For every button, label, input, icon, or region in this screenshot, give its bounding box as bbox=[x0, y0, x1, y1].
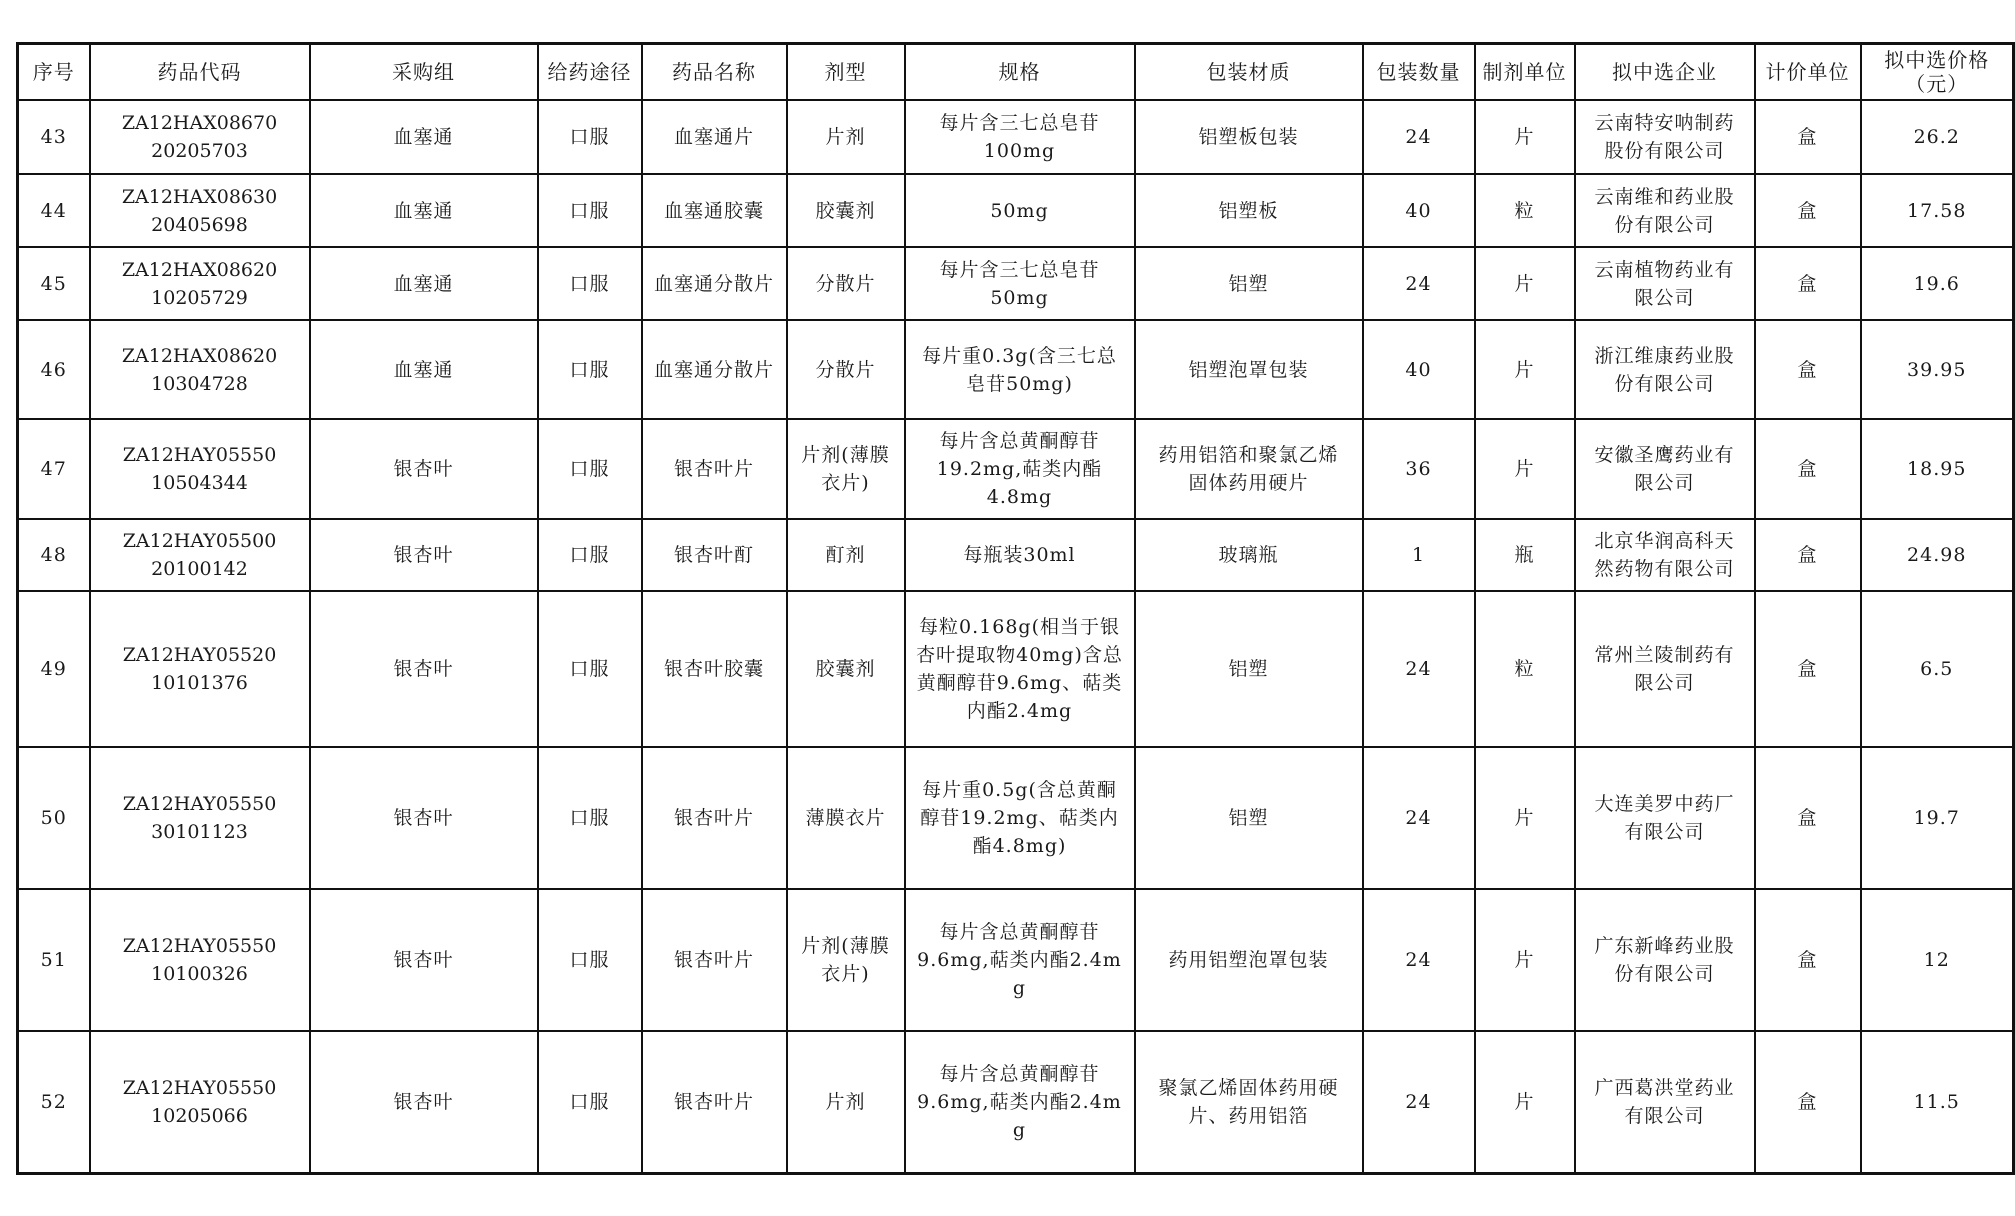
cell-route: 口服 bbox=[538, 1031, 642, 1173]
cell-company: 广东新峰药业股 份有限公司 bbox=[1575, 889, 1755, 1031]
cell-unit: 粒 bbox=[1475, 174, 1575, 247]
cell-group: 血塞通 bbox=[310, 174, 538, 247]
table-row bbox=[18, 591, 2014, 747]
table-row bbox=[18, 419, 2014, 519]
cell-price: 26.2 bbox=[1861, 100, 2014, 174]
cell-company: 大连美罗中药厂 有限公司 bbox=[1575, 747, 1755, 889]
cell-spec: 每片含总黄酮醇苷 19.2mg,萜类内酯 4.8mg bbox=[905, 419, 1135, 519]
cell-qty: 1 bbox=[1363, 519, 1475, 591]
cell-unit: 粒 bbox=[1475, 591, 1575, 747]
cell-route: 口服 bbox=[538, 591, 642, 747]
table-row bbox=[18, 247, 2014, 320]
cell-no: 50 bbox=[18, 747, 90, 889]
procurement-table-page bbox=[16, 42, 1990, 1175]
cell-form: 片剂 bbox=[787, 100, 905, 174]
cell-route: 口服 bbox=[538, 889, 642, 1031]
cell-group: 银杏叶 bbox=[310, 1031, 538, 1173]
table-header-row bbox=[18, 44, 2014, 101]
cell-name: 银杏叶片 bbox=[642, 419, 787, 519]
cell-form: 分散片 bbox=[787, 320, 905, 419]
cell-no: 51 bbox=[18, 889, 90, 1031]
table-row bbox=[18, 889, 2014, 1031]
cell-price-unit: 盒 bbox=[1755, 419, 1861, 519]
cell-price: 6.5 bbox=[1861, 591, 2014, 747]
cell-no: 45 bbox=[18, 247, 90, 320]
cell-price: 19.7 bbox=[1861, 747, 2014, 889]
header-procurement-group: 采购组 bbox=[310, 44, 538, 101]
table-row bbox=[18, 519, 2014, 591]
drug-procurement-table bbox=[16, 42, 2015, 1175]
cell-price: 17.58 bbox=[1861, 174, 2014, 247]
cell-price-unit: 盒 bbox=[1755, 100, 1861, 174]
cell-price: 18.95 bbox=[1861, 419, 2014, 519]
cell-spec: 每片重0.3g(含三七总 皂苷50mg) bbox=[905, 320, 1135, 419]
header-spec: 规格 bbox=[905, 44, 1135, 101]
cell-group: 银杏叶 bbox=[310, 889, 538, 1031]
cell-code: ZA12HAX08670 20205703 bbox=[90, 100, 310, 174]
header-packaging-material: 包装材质 bbox=[1135, 44, 1363, 101]
header-drug-name: 药品名称 bbox=[642, 44, 787, 101]
cell-route: 口服 bbox=[538, 100, 642, 174]
cell-unit: 片 bbox=[1475, 419, 1575, 519]
header-dosage-form: 剂型 bbox=[787, 44, 905, 101]
header-unit: 制剂单位 bbox=[1475, 44, 1575, 101]
cell-form: 胶囊剂 bbox=[787, 174, 905, 247]
cell-company: 广西葛洪堂药业 有限公司 bbox=[1575, 1031, 1755, 1173]
cell-company: 云南植物药业有 限公司 bbox=[1575, 247, 1755, 320]
cell-code: ZA12HAX08620 10304728 bbox=[90, 320, 310, 419]
cell-code: ZA12HAY05520 10101376 bbox=[90, 591, 310, 747]
cell-group: 银杏叶 bbox=[310, 591, 538, 747]
cell-qty: 24 bbox=[1363, 889, 1475, 1031]
cell-unit: 瓶 bbox=[1475, 519, 1575, 591]
cell-form: 分散片 bbox=[787, 247, 905, 320]
cell-price-unit: 盒 bbox=[1755, 519, 1861, 591]
cell-price-unit: 盒 bbox=[1755, 591, 1861, 747]
cell-name: 血塞通分散片 bbox=[642, 320, 787, 419]
cell-name: 银杏叶片 bbox=[642, 1031, 787, 1173]
table-row bbox=[18, 1031, 2014, 1173]
cell-price: 19.6 bbox=[1861, 247, 2014, 320]
cell-pack: 铝塑 bbox=[1135, 247, 1363, 320]
cell-name: 血塞通片 bbox=[642, 100, 787, 174]
cell-qty: 24 bbox=[1363, 747, 1475, 889]
cell-qty: 24 bbox=[1363, 100, 1475, 174]
header-price: 拟中选价格 （元） bbox=[1861, 44, 2014, 101]
cell-form: 酊剂 bbox=[787, 519, 905, 591]
cell-company: 云南特安呐制药 股份有限公司 bbox=[1575, 100, 1755, 174]
cell-code: ZA12HAX08630 20405698 bbox=[90, 174, 310, 247]
cell-pack: 药用铝塑泡罩包装 bbox=[1135, 889, 1363, 1031]
table-body bbox=[18, 100, 2014, 1173]
cell-qty: 40 bbox=[1363, 320, 1475, 419]
cell-price: 12 bbox=[1861, 889, 2014, 1031]
cell-group: 血塞通 bbox=[310, 320, 538, 419]
cell-spec: 每片含总黄酮醇苷 9.6mg,萜类内酯2.4mg bbox=[905, 889, 1135, 1031]
table-row bbox=[18, 100, 2014, 174]
cell-name: 血塞通胶囊 bbox=[642, 174, 787, 247]
cell-spec: 每片含三七总皂苷 100mg bbox=[905, 100, 1135, 174]
cell-code: ZA12HAY05500 20100142 bbox=[90, 519, 310, 591]
cell-form: 胶囊剂 bbox=[787, 591, 905, 747]
cell-company: 云南维和药业股 份有限公司 bbox=[1575, 174, 1755, 247]
cell-no: 43 bbox=[18, 100, 90, 174]
cell-route: 口服 bbox=[538, 419, 642, 519]
cell-spec: 50mg bbox=[905, 174, 1135, 247]
cell-name: 银杏叶胶囊 bbox=[642, 591, 787, 747]
table-row bbox=[18, 747, 2014, 889]
cell-price: 39.95 bbox=[1861, 320, 2014, 419]
cell-pack: 药用铝箔和聚氯乙烯 固体药用硬片 bbox=[1135, 419, 1363, 519]
cell-form: 薄膜衣片 bbox=[787, 747, 905, 889]
cell-price-unit: 盒 bbox=[1755, 1031, 1861, 1173]
cell-spec: 每片重0.5g(含总黄酮 醇苷19.2mg、萜类内 酯4.8mg) bbox=[905, 747, 1135, 889]
cell-pack: 玻璃瓶 bbox=[1135, 519, 1363, 591]
cell-pack: 铝塑板 bbox=[1135, 174, 1363, 247]
cell-qty: 36 bbox=[1363, 419, 1475, 519]
header-pack-quantity: 包装数量 bbox=[1363, 44, 1475, 101]
cell-spec: 每片含三七总皂苷 50mg bbox=[905, 247, 1135, 320]
cell-form: 片剂(薄膜 衣片) bbox=[787, 889, 905, 1031]
cell-spec: 每片含总黄酮醇苷 9.6mg,萜类内酯2.4mg bbox=[905, 1031, 1135, 1173]
cell-no: 48 bbox=[18, 519, 90, 591]
cell-code: ZA12HAY05550 10205066 bbox=[90, 1031, 310, 1173]
cell-name: 血塞通分散片 bbox=[642, 247, 787, 320]
cell-pack: 铝塑 bbox=[1135, 747, 1363, 889]
cell-qty: 40 bbox=[1363, 174, 1475, 247]
cell-no: 46 bbox=[18, 320, 90, 419]
header-route: 给药途径 bbox=[538, 44, 642, 101]
cell-group: 血塞通 bbox=[310, 247, 538, 320]
cell-group: 银杏叶 bbox=[310, 747, 538, 889]
cell-unit: 片 bbox=[1475, 320, 1575, 419]
cell-price-unit: 盒 bbox=[1755, 747, 1861, 889]
cell-no: 47 bbox=[18, 419, 90, 519]
cell-price-unit: 盒 bbox=[1755, 247, 1861, 320]
cell-route: 口服 bbox=[538, 247, 642, 320]
table-row bbox=[18, 174, 2014, 247]
cell-route: 口服 bbox=[538, 320, 642, 419]
cell-code: ZA12HAY05550 10504344 bbox=[90, 419, 310, 519]
cell-unit: 片 bbox=[1475, 1031, 1575, 1173]
cell-qty: 24 bbox=[1363, 591, 1475, 747]
cell-pack: 铝塑泡罩包装 bbox=[1135, 320, 1363, 419]
table-row bbox=[18, 320, 2014, 419]
cell-price: 24.98 bbox=[1861, 519, 2014, 591]
cell-name: 银杏叶片 bbox=[642, 747, 787, 889]
cell-no: 52 bbox=[18, 1031, 90, 1173]
cell-qty: 24 bbox=[1363, 1031, 1475, 1173]
cell-code: ZA12HAY05550 30101123 bbox=[90, 747, 310, 889]
cell-route: 口服 bbox=[538, 747, 642, 889]
cell-spec: 每瓶装30ml bbox=[905, 519, 1135, 591]
cell-company: 浙江维康药业股 份有限公司 bbox=[1575, 320, 1755, 419]
cell-price-unit: 盒 bbox=[1755, 174, 1861, 247]
cell-route: 口服 bbox=[538, 174, 642, 247]
cell-unit: 片 bbox=[1475, 100, 1575, 174]
cell-code: ZA12HAX08620 10205729 bbox=[90, 247, 310, 320]
cell-company: 常州兰陵制药有 限公司 bbox=[1575, 591, 1755, 747]
cell-group: 血塞通 bbox=[310, 100, 538, 174]
cell-no: 49 bbox=[18, 591, 90, 747]
cell-unit: 片 bbox=[1475, 247, 1575, 320]
header-company: 拟中选企业 bbox=[1575, 44, 1755, 101]
header-drug-code: 药品代码 bbox=[90, 44, 310, 101]
cell-company: 安徽圣鹰药业有 限公司 bbox=[1575, 419, 1755, 519]
cell-company: 北京华润高科天 然药物有限公司 bbox=[1575, 519, 1755, 591]
cell-unit: 片 bbox=[1475, 747, 1575, 889]
cell-name: 银杏叶酊 bbox=[642, 519, 787, 591]
cell-form: 片剂 bbox=[787, 1031, 905, 1173]
cell-unit: 片 bbox=[1475, 889, 1575, 1031]
cell-spec: 每粒0.168g(相当于银 杏叶提取物40mg)含总 黄酮醇苷9.6mg、萜类 内酯2.4mg bbox=[905, 591, 1135, 747]
cell-code: ZA12HAY05550 10100326 bbox=[90, 889, 310, 1031]
header-no: 序号 bbox=[18, 44, 90, 101]
cell-route: 口服 bbox=[538, 519, 642, 591]
cell-group: 银杏叶 bbox=[310, 519, 538, 591]
cell-price: 11.5 bbox=[1861, 1031, 2014, 1173]
cell-price-unit: 盒 bbox=[1755, 889, 1861, 1031]
cell-no: 44 bbox=[18, 174, 90, 247]
cell-name: 银杏叶片 bbox=[642, 889, 787, 1031]
cell-form: 片剂(薄膜 衣片) bbox=[787, 419, 905, 519]
cell-pack: 聚氯乙烯固体药用硬 片、药用铝箔 bbox=[1135, 1031, 1363, 1173]
cell-price-unit: 盒 bbox=[1755, 320, 1861, 419]
cell-qty: 24 bbox=[1363, 247, 1475, 320]
header-price-unit: 计价单位 bbox=[1755, 44, 1861, 101]
cell-group: 银杏叶 bbox=[310, 419, 538, 519]
cell-pack: 铝塑 bbox=[1135, 591, 1363, 747]
cell-pack: 铝塑板包装 bbox=[1135, 100, 1363, 174]
